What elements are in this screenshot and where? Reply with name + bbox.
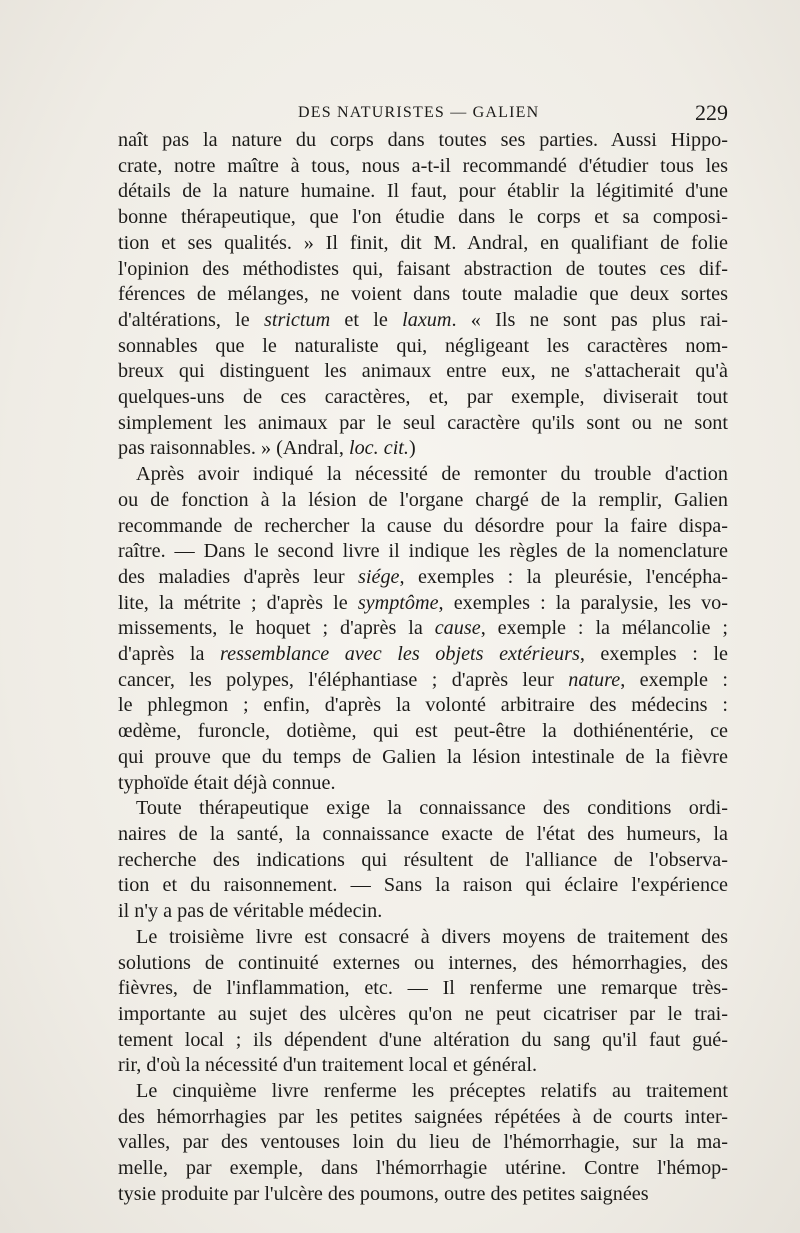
- text-line: des hémorrhagies par les petites saignées répétées à de courts inter-: [118, 1105, 728, 1128]
- text-line: Le troisième livre est consacré à divers moyens de traitement des: [136, 925, 728, 948]
- italic-term: ressemblance avec les objets extérieurs: [220, 643, 580, 666]
- text-line: crate, notre maître à tous, nous a-t-il recommandé d'étudier tous les: [118, 154, 728, 177]
- italic-term: cause: [434, 617, 481, 640]
- text-line: simplement les animaux par le seul caractère qu'ils sont ou ne sont: [118, 411, 728, 434]
- text-line: solutions de continuité externes ou internes, des hémorrhagies, des: [118, 951, 728, 974]
- text-line: recherche des indications qui résultent de l'alliance de l'observa-: [118, 848, 728, 871]
- text-line: qui prouve que du temps de Galien la lésion intestinale de la fièvre: [118, 745, 728, 768]
- text-line: sonnables que le naturaliste qui, négligeant les caractères nom-: [118, 334, 728, 357]
- text-line: œdème, furoncle, dotième, qui est peut-être la dothiénentérie, ce: [118, 720, 728, 743]
- text-line: rir, d'où la nécessité d'un traitement local et général.: [118, 1054, 538, 1077]
- italic-term: siége: [358, 565, 400, 588]
- text-line: détails de la nature humaine. Il faut, pour établir la légitimité d'une: [118, 180, 728, 203]
- text-line: missements, le hoquet ; d'après la cause, exemple : la mélancolie ;: [118, 617, 728, 640]
- text-line: tement local ; ils dépendent d'une altération du sang qu'il faut gué-: [118, 1028, 728, 1051]
- text-line: Toute thérapeutique exige la connaissance des conditions ordi-: [136, 797, 728, 820]
- text-line: melle, par exemple, dans l'hémorrhagie utérine. Contre l'hémop-: [118, 1157, 728, 1180]
- text-line: il n'y a pas de véritable médecin.: [118, 900, 383, 923]
- italic-term: loc. cit.: [348, 437, 409, 460]
- paragraph: [118, 796, 728, 925]
- text-line: cancer, les polypes, l'éléphantiase ; d'après leur nature, exemple :: [118, 668, 728, 691]
- text-line: ou de fonction à la lésion de l'organe chargé de la remplir, Galien: [118, 488, 728, 511]
- italic-term: laxum: [402, 308, 452, 331]
- text-line: naires de la santé, la connaissance exacte de l'état des humeurs, la: [118, 822, 728, 845]
- text-line: bonne thérapeutique, que l'on étudie dans le corps et sa composi-: [118, 206, 728, 229]
- running-head: DES NATURISTES — GALIEN: [298, 104, 540, 121]
- text-line: pas raisonnables. » (Andral, loc. cit.): [118, 437, 416, 460]
- text-line: typhoïde était déjà connue.: [118, 771, 336, 794]
- text-line: lite, la métrite ; d'après le symptôme, exemples : la paralysie, les vo-: [118, 591, 728, 614]
- italic-term: strictum: [263, 308, 331, 331]
- body-text: [118, 128, 728, 1208]
- paragraph: [118, 1079, 728, 1208]
- text-line: tion et ses qualités. » Il finit, dit M. Andral, en qualifiant de folie: [118, 231, 728, 254]
- text-line: d'après la ressemblance avec les objets extérieurs, exemples : le: [118, 643, 728, 666]
- text-line: importante au sujet des ulcères qu'on ne peut cicatriser par le trai-: [118, 1002, 728, 1025]
- paragraph: [118, 128, 728, 462]
- text-line: le phlegmon ; enfin, d'après la volonté arbitraire des médecins :: [118, 694, 728, 717]
- text-line: férences de mélanges, ne voient dans toute maladie que deux sortes: [118, 283, 728, 306]
- text-line: valles, par des ventouses loin du lieu de l'hémorrhagie, sur la ma-: [118, 1131, 728, 1154]
- paragraph: [118, 462, 728, 796]
- text-line: recommande de rechercher la cause du désordre pour la faire dispa-: [118, 514, 728, 537]
- italic-term: nature: [568, 668, 621, 691]
- page-number: 229: [695, 100, 728, 125]
- text-line: breux qui distinguent les animaux entre eux, ne s'attacherait qu'à: [118, 360, 728, 383]
- text-line: des maladies d'après leur siége, exemples : la pleurésie, l'encépha-: [118, 565, 729, 588]
- text-line: Le cinquième livre renferme les préceptes relatifs au traitement: [136, 1080, 728, 1103]
- page-header: [118, 100, 728, 130]
- paragraph: [118, 925, 728, 1079]
- text-line: fièvres, de l'inflammation, etc. — Il renferme une remarque très-: [118, 977, 728, 1000]
- text-line: quelques-uns de ces caractères, et, par exemple, diviserait tout: [118, 386, 728, 409]
- text-line: l'opinion des méthodistes qui, faisant abstraction de toutes ces dif-: [118, 257, 728, 280]
- italic-term: symptôme: [357, 591, 439, 614]
- text-line: naît pas la nature du corps dans toutes ses parties. Aussi Hippo-: [118, 129, 728, 151]
- text-line: tion et du raisonnement. — Sans la raison qui éclaire l'expérience: [118, 874, 728, 897]
- text-line: raître. — Dans le second livre il indique les règles de la nomenclature: [118, 540, 728, 563]
- text-line: Après avoir indiqué la nécessité de remonter du trouble d'action: [136, 463, 728, 486]
- text-line: tysie produite par l'ulcère des poumons, outre des petites saignées: [118, 1182, 649, 1205]
- text-line: d'altérations, le strictum et le laxum. « Ils ne sont pas plus rai-: [118, 308, 728, 331]
